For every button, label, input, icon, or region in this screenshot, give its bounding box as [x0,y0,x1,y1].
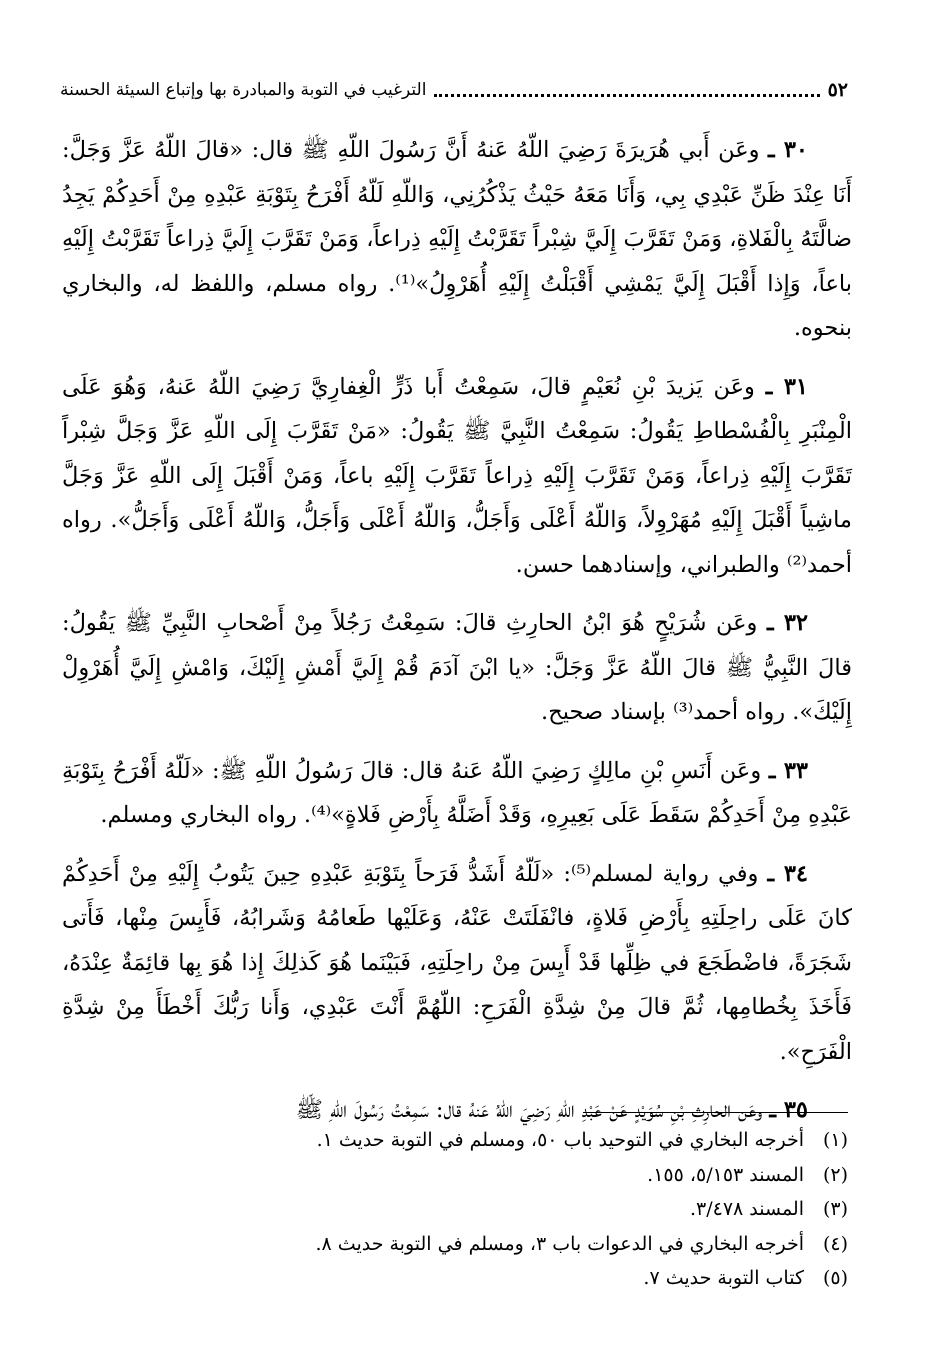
header-dot-leader [434,84,819,97]
footnote-item [60,1123,848,1158]
hadith-32 [62,601,852,735]
running-title: الترغيب في التوبة والمبادرة بها وإتباع السيئة الحسنة [60,80,427,100]
main-text [62,128,852,1147]
footnote-item [60,1158,848,1193]
hadith-33 [62,749,852,838]
footnote-number: (٥) [822,1267,848,1289]
hadith-text: وعَن أَبي هُرَيرَةَ رَضِيَ اللّهُ عَنهُ أَنَّ رَسُولَ اللّهِ ﷺ قال: «قالَ اللّهُ عَزَّ وَجَلَّ: أَنَا عِنْدَ ظَنِّ عَبْدِي بِي، وَأَنَا مَعَهُ حَيْثُ يَذْكُرُنِي، وَاللّهِ لَلّهُ أَفْرَحُ بِتَوْبَةِ عَبْدِهِ مِنْ أَحَدِكُمْ يَجِدُ ضالَّتَهُ بِالْفَلاةِ، وَمَنْ تَقَرَّبَ إِلَيَّ شِبْراً تَقَرَّبْتُ إِلَيْهِ ذِراعاً، وَمَنْ تَقَرَّبَ إِلَيَّ ذِراعاً تَقَرَّبْتُ إِلَيْهِ باعاً، وَإِذا أَقْبَلَ إِلَيَّ يَمْشِي أَقْبَلْتُ إِلَيْهِ أُهَرْوِلُ»⁽¹⁾. رواه مسلم، واللفظ له، والبخاري بنحوه. [62,137,852,341]
hadith-number: ٣٠ ـ [768,137,808,163]
footnote-item [60,1192,848,1227]
hadith-text: وعَن الحارِثِ بْنِ سُوَيْدٍ عَنْ عَبْدِ اللّهِ رَضِيَ اللّهُ عَنهُ قال: سَمِعْتُ رَسُولَ اللّهِ ﷺ [295,1097,763,1123]
hadith-number: ٣٢ ـ [766,610,808,636]
footnote-number: (٢) [822,1163,848,1186]
hadith-text: وعَن أَنَسِ بْنِ مالِكٍ رَضِيَ اللّهُ عَنهُ قال: قالَ رَسُولُ اللّهِ ﷺ: «لَلّهُ أَفْرَحُ بِتَوْبَةِ عَبْدِهِ مِنْ أَحَدِكُمْ سَقَطَ عَلَى بَعِيرِهِ، وَقَدْ أَضَلَّهُ بِأَرْضِ فَلاةٍ»⁽⁴⁾. رواه البخاري ومسلم. [62,757,852,828]
hadith-30 [62,128,852,351]
hadith-text: وفي رواية لمسلم⁽⁵⁾: «لَلّهُ أَشَدُّ فَرَحاً بِتَوْبَةِ عَبْدِهِ حِينَ يَتُوبُ إِلَيْهِ مِنْ أَحَدِكُمْ كانَ عَلَى راحِلَتِهِ بِأَرْضِ فَلاةٍ، فانْفَلَتَتْ عَنْهُ، وَعَلَيْها طَعامُهُ وَشَرابُهُ، فَأَيِسَ مِنْها، فَأَتى شَجَرَةً، فاضْطَجَعَ في ظِلِّها قَدْ أَيِسَ مِنْ راحِلَتِهِ، فَبَيْنَما هُوَ كَذلِكَ إِذا هُوَ بِها قائِمَةٌ عِنْدَهُ، فَأَخَذَ بِخُطامِها، ثُمَّ قالَ مِنْ شِدَّةِ الْفَرَحِ: اللّهُمَّ أَنْتَ عَبْدِي، وَأَنا رَبُّكَ أَخْطَأَ مِنْ شِدَّةِ الْفَرَحِ». [62,860,852,1065]
footnote-text: كتاب التوبة حديث ٧. [643,1267,804,1289]
footnote-separator [583,1112,848,1113]
footnote-item [60,1227,848,1262]
footnote-item [60,1261,848,1296]
footnote-text: المسند ٣/٤٧٨. [689,1198,804,1220]
footnote-number: (٤) [822,1232,848,1255]
hadith-34 [62,852,852,1075]
hadith-number: ٣١ ـ [765,373,808,400]
hadith-number: ٣٥ ـ [769,1097,808,1123]
footnote-number: (١) [822,1129,848,1151]
footnote-text: المسند ٥/١٥٣، ١٥٥. [647,1163,804,1186]
hadith-text: وعَن يَزيدَ بْنِ نُعَيْمٍ قالَ، سَمِعْتُ أَبا ذَرٍّ الْغِفارِيَّ رَضِيَ اللّهُ عَنهُ، وَهُوَ عَلَى الْمِنْبَرِ بِالْفُسْطاطِ يَقُولُ: سَمِعْتُ النَّبِيَّ ﷺ يَقُولُ: «مَنْ تَقَرَّبَ إِلَى اللّهِ عَزَّ وَجَلَّ شِبْراً تَقَرَّبَ إِلَيْهِ ذِراعاً، وَمَنْ تَقَرَّبَ إِلَيْهِ ذِراعاً تَقَرَّبَ إِلَيْهِ باعاً، وَمَنْ أَقْبَلَ إِلَى اللّهِ عَزَّ وَجَلَّ ماشِياً أَقْبَلَ إِلَيْهِ مُهَرْوِلاً، وَاللّهُ أَعْلَى وَأَجَلُّ، وَاللّهُ أَعْلَى وَأَجَلُّ، وَاللّهُ أَعْلَى وَأَجَلُّ». رواه أحمد⁽²⁾ والطبراني، وإسنادهما حسن. [62,373,852,578]
hadith-text: وعَن شُرَيْحٍ هُوَ ابْنُ الحارِثِ قالَ: سَمِعْتُ رَجُلاً مِنْ أَصْحابِ النَّبِيِّ ﷺ يَقُولُ: قالَ النَّبِيُّ ﷺ قالَ اللّهُ عَزَّ وَجَلَّ: «يا ابْنَ آدَمَ قُمْ إِلَيَّ أَمْشِ إِلَيْكَ، وَامْشِ إِلَيَّ أُهَرْوِلْ إِلَيْكَ». رواه أحمد⁽³⁾ بإسناد صحيح. [62,610,852,725]
page-number: ٥٢ [827,79,848,101]
hadith-number: ٣٤ ـ [767,860,809,887]
footnote-number: (٣) [822,1198,848,1220]
hadith-31 [62,365,852,588]
footnote-text: أخرجه البخاري في الدعوات باب ٣، ومسلم في التوبة حديث ٨. [315,1232,804,1255]
hadith-number: ٣٣ ـ [768,757,808,784]
footnote-text: أخرجه البخاري في التوحيد باب ٥٠، ومسلم في التوبة حديث ١. [316,1129,804,1151]
footnotes [60,1123,848,1296]
page-header [60,74,848,106]
